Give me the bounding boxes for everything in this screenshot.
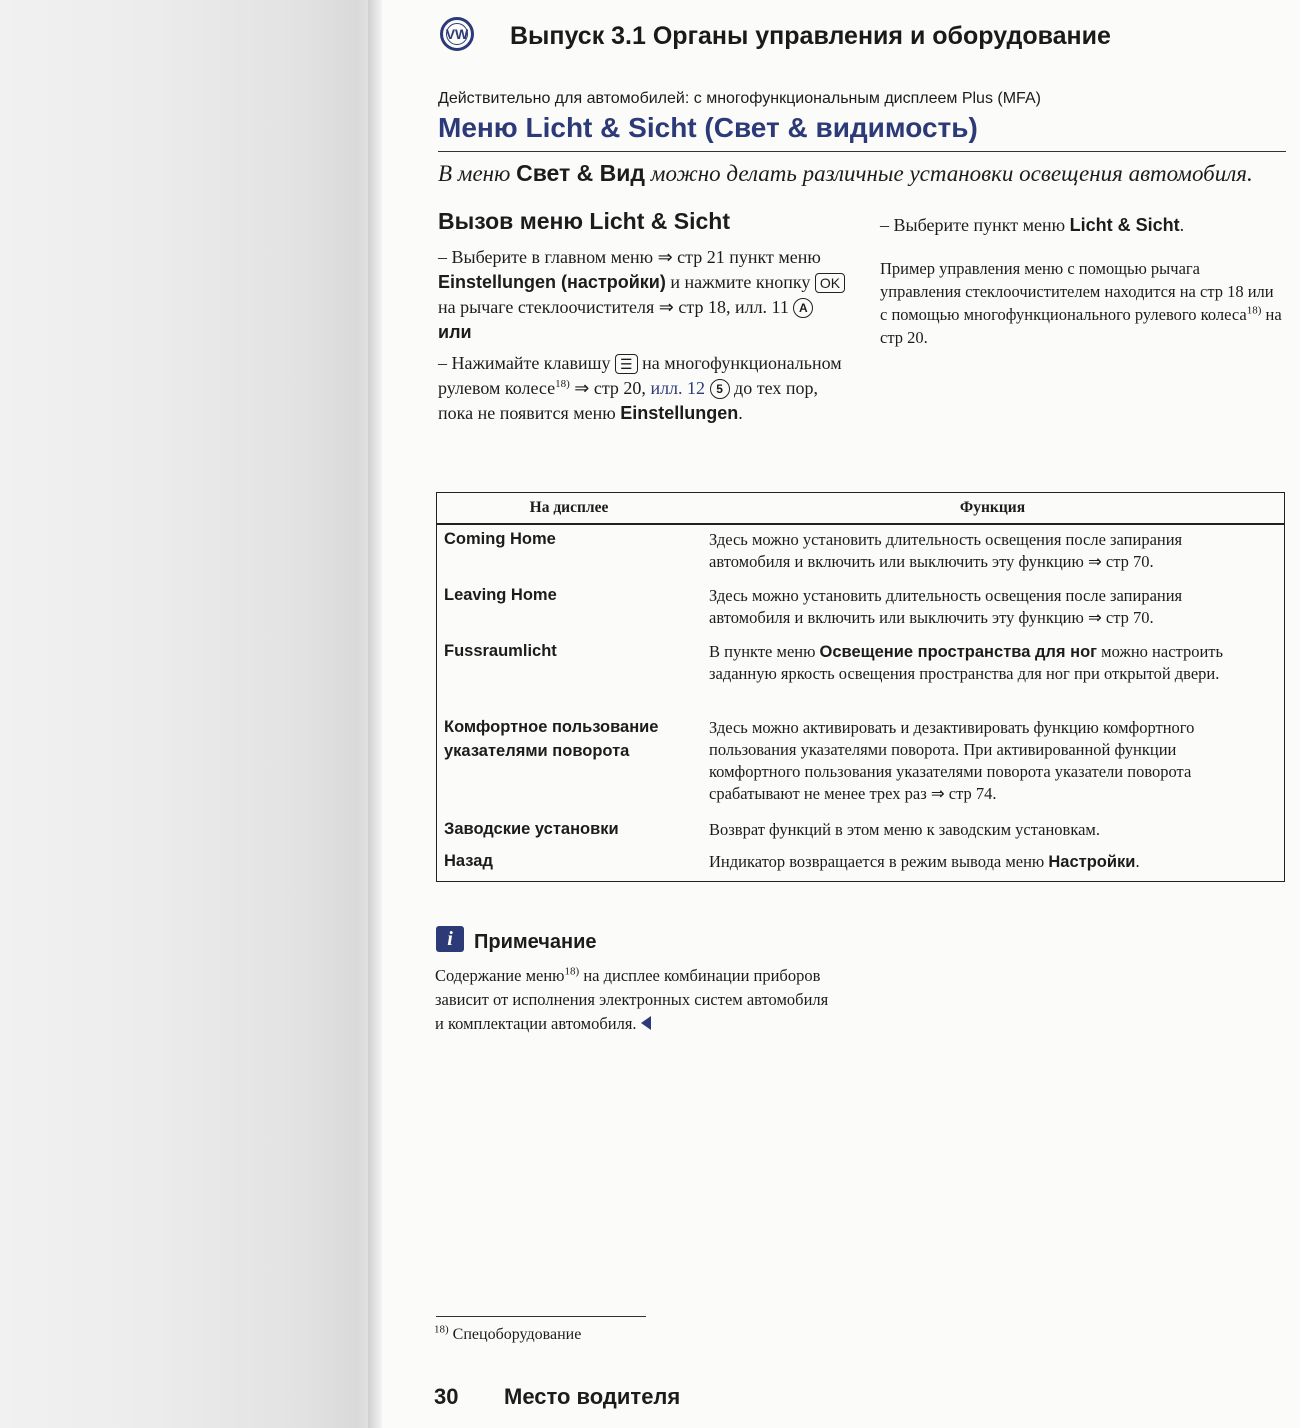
table-row — [437, 815, 1285, 847]
row-key: Заводские установки — [444, 820, 619, 838]
applies-to-note: Действительно для автомобилей: с многофункциональным дисплеем Plus (MFA) — [438, 90, 1041, 107]
table-row — [437, 637, 1285, 713]
column-header-display: На дисплее — [437, 493, 702, 525]
callout-a-icon: A — [793, 298, 813, 318]
footnote: $^{18)}$ Спецоборудование — [434, 1323, 582, 1343]
instruction-main-menu: – Выберите в главном меню ⇒ стр 21 пункт меню Einstellungen (настройки) и нажмите кнопку OK на рычаге стеклоочистителя ⇒ стр 18, илл. 11 A или — [438, 245, 850, 345]
example-text: Пример управления меню с помощью рычага управления стеклоочистителем находится на стр 18 или с помощью многофункционального рулевого колеса$^{18)}$ на стр 20. — [880, 259, 1282, 347]
table-row — [437, 581, 1285, 637]
note-text: Содержание меню$^{18)}$ на дисплее комбинации приборов зависит от исполнения электронных систем автомобиля и комплектации автомобиля. — [435, 965, 829, 1033]
menu-key-icon: ☰ — [615, 354, 638, 374]
intro-text: В меню Свет & Вид можно делать различные установки освещения автомобиля. — [438, 160, 1253, 186]
vw-logo-icon: VW — [440, 17, 474, 51]
row-key: Назад — [444, 852, 493, 870]
row-description: Здесь можно установить длительность освещения после запирания автомобиля и включить или выключить эту функцию ⇒ стр 70. — [709, 530, 1183, 571]
row-description: Здесь можно активировать и дезактивировать функцию комфортного пользования указателями поворота. При активированной функции комфортного пользования указателями поворота указатели поворота срабатывают не менее трех раз ⇒ стр 74. — [709, 718, 1195, 803]
table-row — [437, 713, 1285, 815]
chapter-header: Выпуск 3.1 Органы управления и оборудование — [510, 22, 1111, 50]
row-key: Coming Home — [444, 530, 556, 548]
note-title: Примечание — [474, 931, 597, 953]
row-description: Возврат функций в этом меню к заводским установкам. — [709, 820, 1100, 839]
instruction-select-item: – Выберите пункт меню Licht & Sicht. — [880, 215, 1185, 235]
function-table — [436, 492, 1285, 882]
row-description: В пункте меню Освещение пространства для ног можно настроить заданную яркость освещения пространства для ног при открытой двери. — [709, 642, 1224, 683]
table-row — [437, 847, 1285, 882]
row-key: Leaving Home — [444, 586, 557, 604]
book-spine-shadow — [0, 0, 380, 1428]
footnote-divider — [436, 1316, 646, 1317]
instruction-steering-wheel: – Нажимайте клавишу ☰ на многофункциональном рулевом колесе$^{18)}$ ⇒ стр 20, илл. 12 5 до тех пор, пока не появится меню Einstellungen. — [438, 353, 842, 423]
left-column — [438, 208, 850, 432]
title-divider — [438, 151, 1286, 152]
section-title: Меню Licht & Sicht (Свет & видимость) — [438, 112, 978, 143]
row-description: Индикатор возвращается в режим вывода меню Настройки. — [709, 852, 1140, 871]
table-header-row — [437, 493, 1285, 525]
ok-key-icon: OK — [815, 273, 845, 293]
row-description: Здесь можно установить длительность освещения после запирания автомобиля и включить или выключить эту функцию ⇒ стр 70. — [709, 586, 1183, 627]
column-header-function: Функция — [701, 493, 1285, 525]
info-icon: i — [436, 926, 464, 952]
page-gutter — [368, 0, 382, 1428]
section-name: Место водителя — [504, 1384, 681, 1409]
subsection-heading: Вызов меню Licht & Sicht — [438, 208, 730, 234]
callout-5-icon: 5 — [710, 379, 730, 399]
row-key: Fussraumlicht — [444, 642, 557, 660]
table-row — [437, 524, 1285, 581]
end-of-section-icon — [641, 1016, 651, 1030]
right-column — [880, 214, 1285, 355]
row-key: Комфортное пользование указателями поворота — [444, 718, 659, 760]
figure-link[interactable]: илл. 12 — [650, 378, 706, 398]
page-number: 30 — [434, 1384, 459, 1409]
